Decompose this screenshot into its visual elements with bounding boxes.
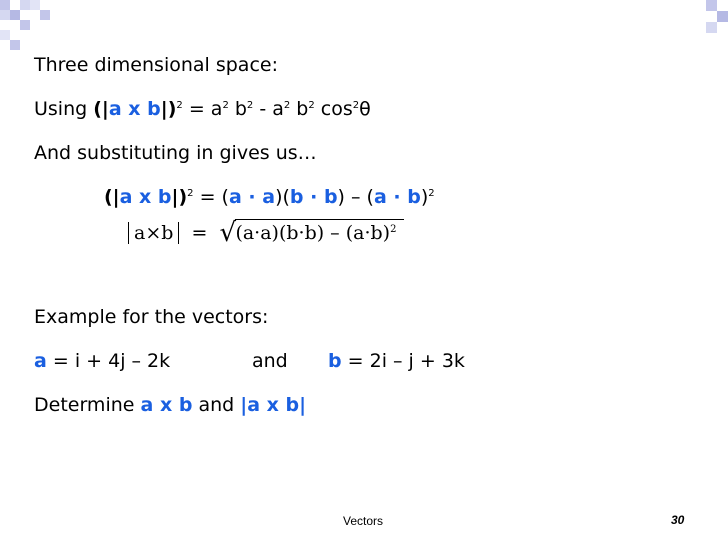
example-vectors: a = i + 4j – 2k and b = 2i – j + 3k — [34, 350, 465, 372]
formula-exponent: 2 — [390, 224, 397, 235]
example-title: Example for the vectors: — [34, 306, 269, 328]
determine-line: Determine a x b and |a x b| — [34, 394, 307, 416]
corner-decoration-right — [706, 0, 728, 32]
footer-title: Vectors — [343, 514, 384, 528]
square-root — [219, 218, 404, 248]
line-substituted-equation: (|a x $b|)^2 = (a \cdot a)(b \cdot b) - (a \cdot b)^2$ — [104, 186, 435, 208]
page-number: 30 — [671, 513, 685, 527]
line-three-dimensional-space: Three dimensional space: — [34, 54, 278, 76]
corner-decoration — [0, 0, 60, 60]
formula-radicand: (a·a)(b·b) – (a·b) — [235, 222, 391, 244]
line-substituting: And substituting in gives us… — [34, 142, 317, 164]
formula-equals: = — [191, 222, 208, 244]
line-using-identity: Using (|a x $b|)^2 = a^2$ $b^2 - a^2$ $b^2$ $\cos^2\theta$ — [34, 98, 371, 120]
radical-sign-icon: √ — [219, 218, 237, 248]
formula-lhs: a×b — [128, 222, 179, 244]
magnitude-formula — [128, 218, 404, 248]
